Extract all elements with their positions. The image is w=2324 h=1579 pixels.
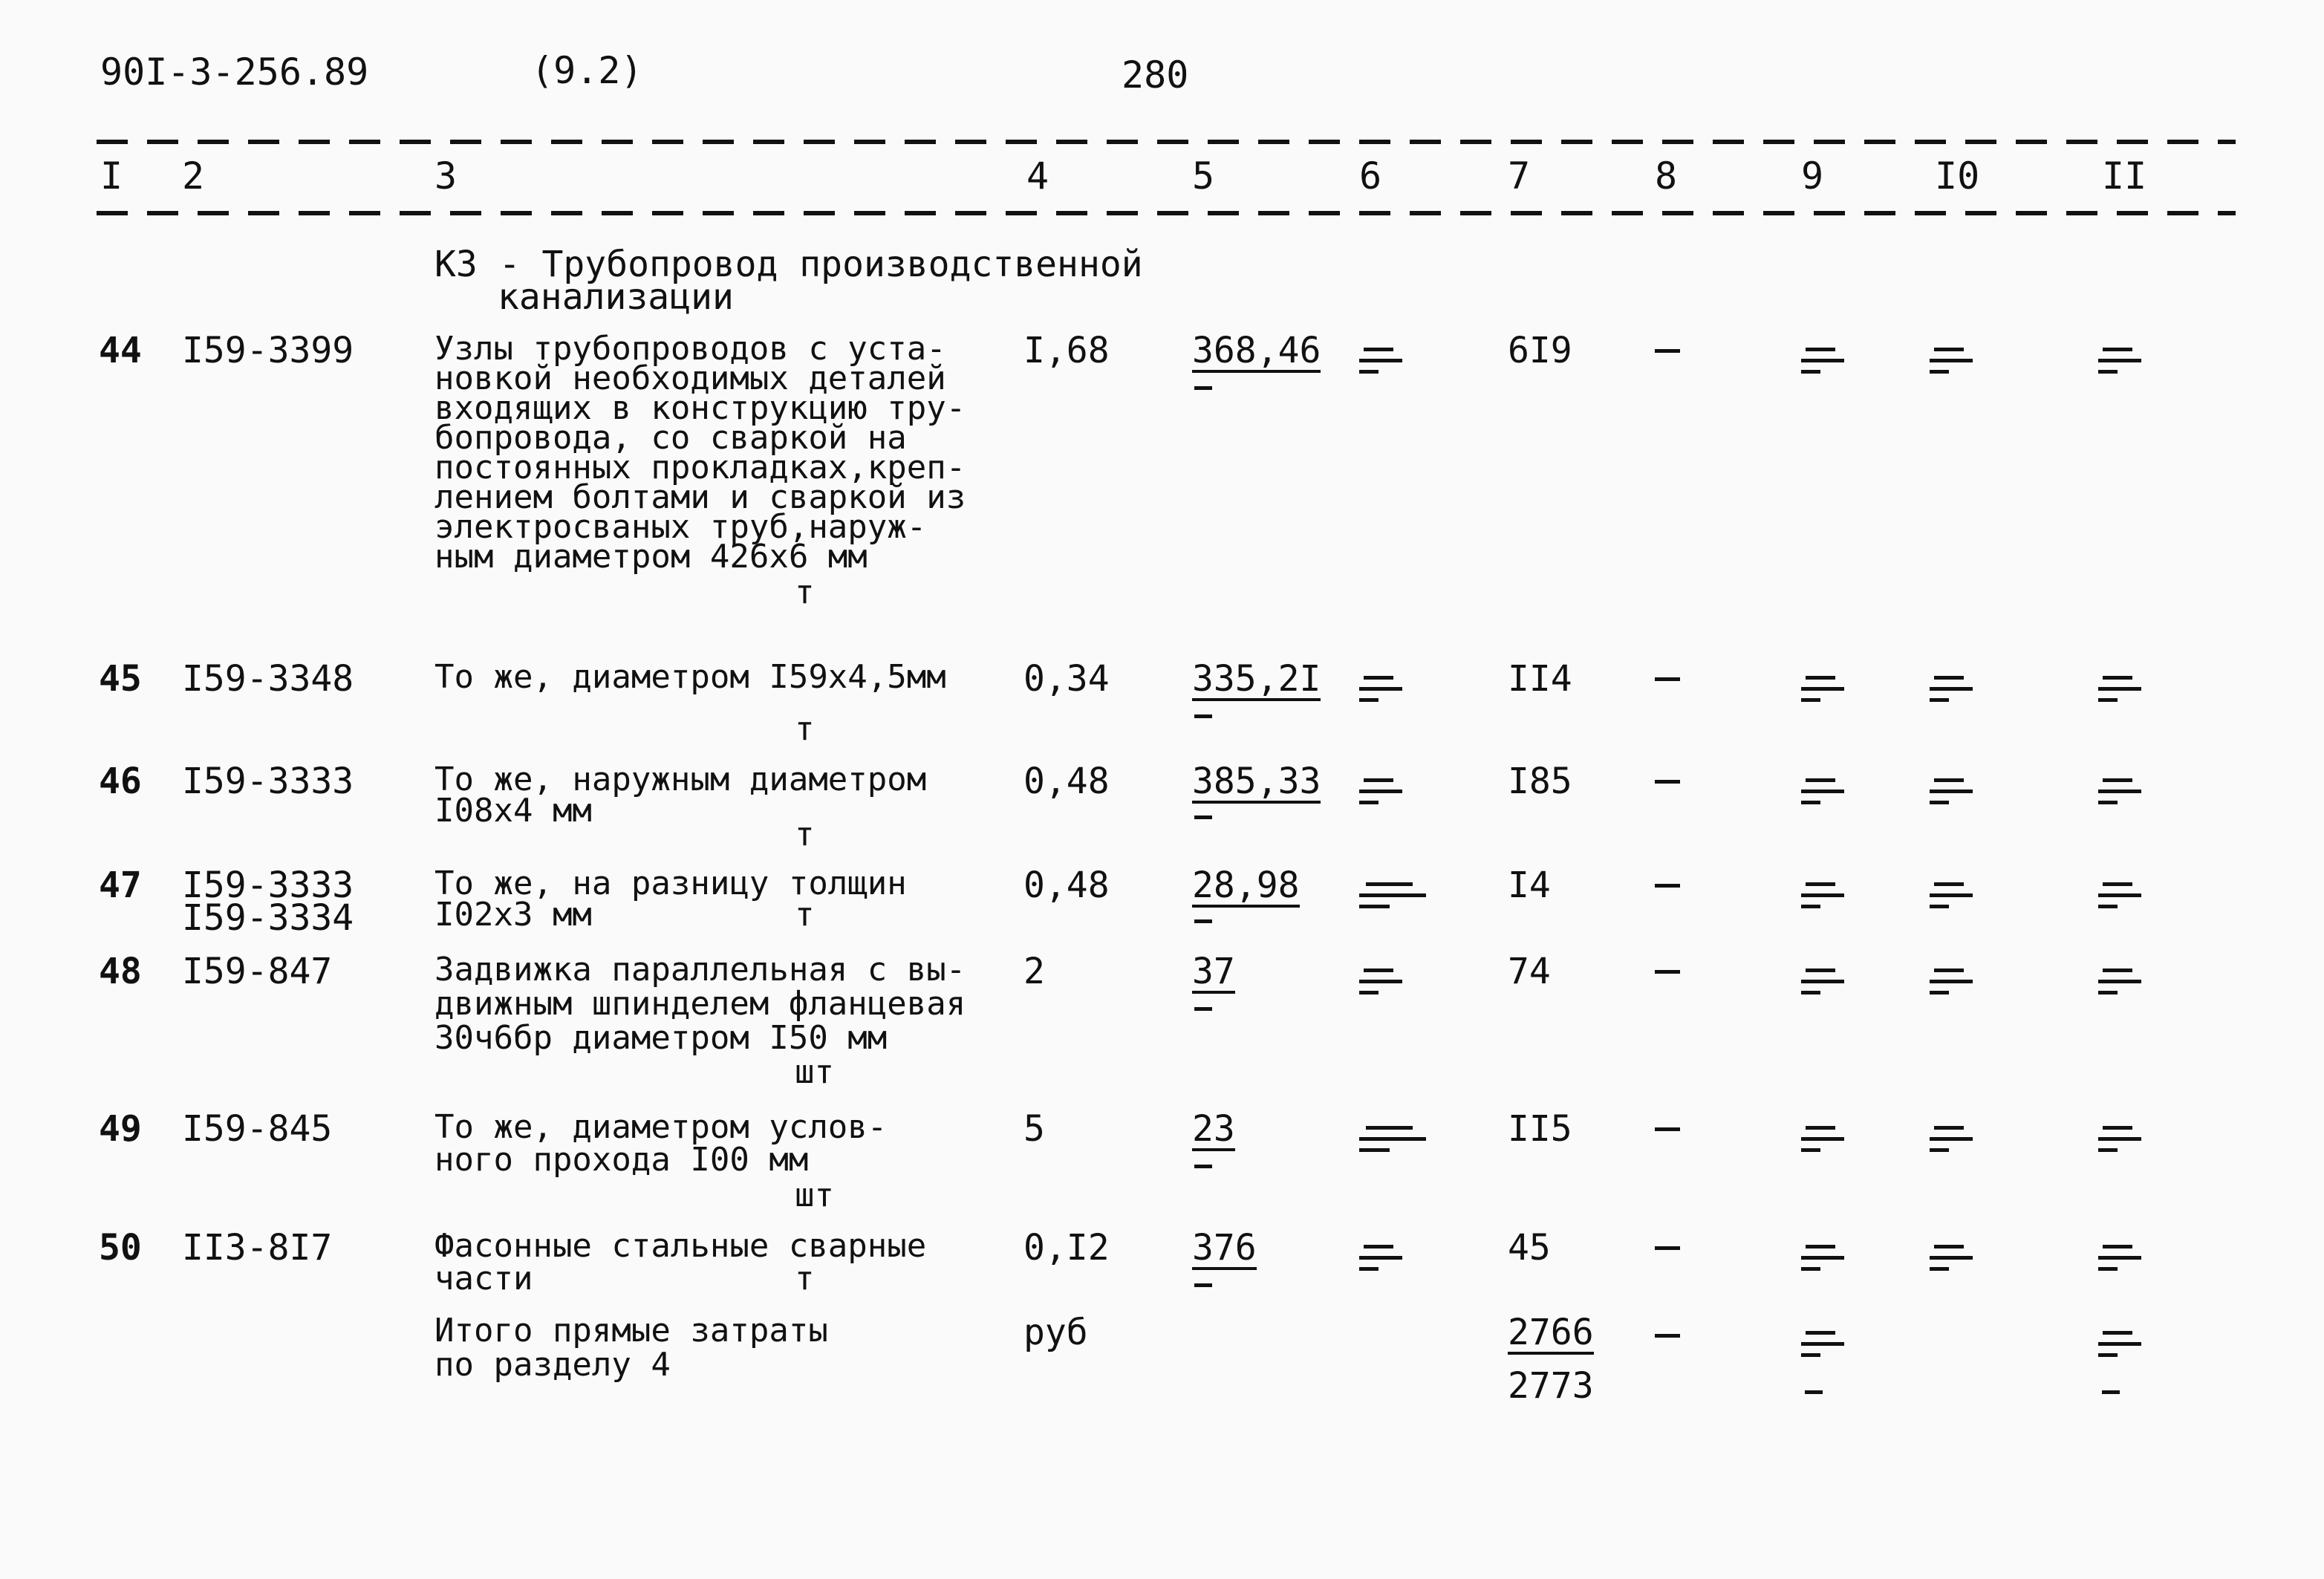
row-desc-line: движным шпинделем фланцевая xyxy=(434,985,966,1023)
row-desc-line: I08х4 мм xyxy=(434,792,592,830)
row-code: II3-8I7 xyxy=(182,1227,333,1269)
dash-mark xyxy=(2102,1390,2120,1394)
row-unit: т xyxy=(795,896,815,934)
row-code: I59-845 xyxy=(182,1108,333,1150)
total-label-line2: по разделу 4 xyxy=(434,1346,671,1384)
row-unit-price: 37 xyxy=(1192,951,1235,992)
header-top-rule xyxy=(97,140,2236,144)
row-number: 50 xyxy=(99,1227,142,1269)
row-desc-line: То же, на разницу толщин xyxy=(434,865,907,902)
row-quantity: 0,34 xyxy=(1023,658,1110,700)
row-unit-price: 376 xyxy=(1192,1227,1257,1269)
row-number: 49 xyxy=(99,1108,142,1150)
row-desc-line: части xyxy=(434,1260,533,1298)
section-number: (9.2) xyxy=(531,49,643,92)
row-desc-line: То же, диаметром услов- xyxy=(434,1108,888,1146)
row-total-cost: I85 xyxy=(1508,761,1572,802)
dash-mark xyxy=(1655,349,1680,353)
page-number: 280 xyxy=(1122,53,1189,97)
dash-mark xyxy=(1805,1390,1823,1394)
col-header-3: 3 xyxy=(434,154,458,198)
ditto-mark xyxy=(1801,1126,1844,1147)
row-code: I59-3348 xyxy=(182,658,354,700)
dash-mark xyxy=(1655,884,1680,888)
dash-mark xyxy=(1655,677,1680,681)
ditto-mark xyxy=(1359,968,1402,989)
row-number: 48 xyxy=(99,951,142,992)
ditto-mark xyxy=(1359,1245,1402,1266)
total-unit: руб xyxy=(1023,1312,1088,1353)
row-code: I59-3333 xyxy=(182,761,354,802)
ditto-mark xyxy=(1801,778,1844,799)
row-desc-line: I02х3 мм xyxy=(434,896,592,934)
row-quantity: I,68 xyxy=(1023,330,1110,371)
row-desc-line: ного прохода I00 мм xyxy=(434,1141,809,1179)
ditto-mark xyxy=(1194,1283,1212,1287)
dash-mark xyxy=(1655,1127,1680,1131)
ditto-mark xyxy=(1801,1331,1844,1352)
ditto-mark xyxy=(2098,882,2141,903)
row-total-cost: 74 xyxy=(1508,951,1551,992)
row-unit: т xyxy=(795,1260,815,1298)
row-code: I59-3333 xyxy=(182,865,354,906)
ditto-mark xyxy=(1359,1126,1426,1147)
col-header-6: 6 xyxy=(1359,154,1382,198)
row-desc-line: Задвижка параллельная с вы- xyxy=(434,951,966,989)
row-desc-line: То же, диаметром I59х4,5мм xyxy=(434,658,946,696)
col-header-4: 4 xyxy=(1026,154,1049,198)
dash-mark xyxy=(1655,780,1680,784)
row-unit-price: 23 xyxy=(1192,1108,1235,1150)
row-quantity: 0,I2 xyxy=(1023,1227,1110,1269)
row-total-cost: 6I9 xyxy=(1508,330,1572,371)
col-header-1: I xyxy=(100,154,123,198)
ditto-mark xyxy=(1801,882,1844,903)
row-total-cost: II4 xyxy=(1508,658,1572,700)
ditto-mark xyxy=(2098,1245,2141,1266)
row-unit-price: 385,33 xyxy=(1192,761,1321,802)
ditto-mark xyxy=(1194,1165,1212,1168)
col-header-2: 2 xyxy=(182,154,205,198)
row-desc-line: входящих в конструкцию тру- xyxy=(434,389,966,427)
ditto-mark xyxy=(1930,348,1973,368)
row-code-secondary: I59-3334 xyxy=(182,897,354,939)
row-desc-line: ным диаметром 426х6 мм xyxy=(434,538,868,576)
ditto-mark xyxy=(1930,676,1973,697)
ditto-mark xyxy=(1801,348,1844,368)
section-title-line1: К3 - Трубопровод производственной xyxy=(434,244,1143,285)
row-quantity: 5 xyxy=(1023,1108,1045,1150)
ditto-mark xyxy=(1359,348,1402,368)
total-cost: 2766 xyxy=(1508,1312,1594,1353)
row-unit: т xyxy=(795,573,815,611)
ditto-mark xyxy=(1359,778,1402,799)
row-desc-line: новкой необходимых деталей xyxy=(434,359,946,397)
ditto-mark xyxy=(1930,1245,1973,1266)
ditto-mark xyxy=(2098,1331,2141,1352)
ditto-mark xyxy=(1359,882,1426,903)
dash-mark xyxy=(1655,1334,1680,1338)
row-desc-line: Фасонные стальные сварные xyxy=(434,1227,927,1265)
row-total-cost: II5 xyxy=(1508,1108,1572,1150)
row-number: 47 xyxy=(99,865,142,906)
row-desc-line: То же, наружным диаметром xyxy=(434,761,927,798)
ditto-mark xyxy=(2098,778,2141,799)
row-desc-line: электросваных труб,наруж- xyxy=(434,508,927,546)
ditto-mark xyxy=(2098,676,2141,697)
row-desc-line: Узлы трубопроводов с уста- xyxy=(434,330,946,368)
row-desc-line: бопровода, со сваркой на xyxy=(434,419,907,457)
dash-mark xyxy=(1655,970,1680,974)
ditto-mark xyxy=(1930,968,1973,989)
row-quantity: 0,48 xyxy=(1023,865,1110,906)
row-unit: т xyxy=(795,710,815,748)
ditto-mark xyxy=(1194,815,1212,819)
dash-mark xyxy=(1655,1246,1680,1250)
document-code: 90I-3-256.89 xyxy=(100,51,369,94)
col-header-10: I0 xyxy=(1935,154,1980,198)
row-quantity: 0,48 xyxy=(1023,761,1110,802)
col-header-5: 5 xyxy=(1192,154,1215,198)
row-unit-price: 335,2I xyxy=(1192,658,1321,700)
row-unit: шт xyxy=(795,1053,834,1091)
row-total-cost: I4 xyxy=(1508,865,1551,906)
row-desc-line: лением болтами и сваркой из xyxy=(434,478,966,516)
row-desc-line: 30ч6бр диаметром I50 мм xyxy=(434,1019,888,1057)
ditto-mark xyxy=(1194,386,1212,390)
ditto-mark xyxy=(1930,1126,1973,1147)
ditto-mark xyxy=(2098,1126,2141,1147)
ditto-mark xyxy=(1359,676,1402,697)
row-number: 44 xyxy=(99,330,142,371)
ditto-mark xyxy=(1194,919,1212,923)
ditto-mark xyxy=(1801,968,1844,989)
row-total-cost: 45 xyxy=(1508,1227,1551,1269)
row-unit-price: 28,98 xyxy=(1192,865,1300,906)
col-header-9: 9 xyxy=(1801,154,1824,198)
row-number: 45 xyxy=(99,658,142,700)
row-code: I59-847 xyxy=(182,951,333,992)
row-desc-line: постоянных прокладках,креп- xyxy=(434,449,966,486)
col-header-11: II xyxy=(2102,154,2147,198)
ditto-mark xyxy=(1801,676,1844,697)
header-bottom-rule xyxy=(97,211,2236,215)
ditto-mark xyxy=(1194,1007,1212,1011)
total-label-line1: Итого прямые затраты xyxy=(434,1312,828,1350)
ditto-mark xyxy=(2098,968,2141,989)
col-header-8: 8 xyxy=(1655,154,1678,198)
ditto-mark xyxy=(1801,1245,1844,1266)
ditto-mark xyxy=(2098,348,2141,368)
ditto-mark xyxy=(1194,714,1212,718)
row-number: 46 xyxy=(99,761,142,802)
total-cost-alt: 2773 xyxy=(1508,1365,1594,1407)
row-code: I59-3399 xyxy=(182,330,354,371)
row-unit-price: 368,46 xyxy=(1192,330,1321,371)
ditto-mark xyxy=(1930,882,1973,903)
row-quantity: 2 xyxy=(1023,951,1045,992)
ditto-mark xyxy=(1930,778,1973,799)
row-unit: т xyxy=(795,815,815,853)
row-unit: шт xyxy=(795,1176,834,1214)
col-header-7: 7 xyxy=(1508,154,1531,198)
section-title-line2: канализации xyxy=(498,276,734,318)
